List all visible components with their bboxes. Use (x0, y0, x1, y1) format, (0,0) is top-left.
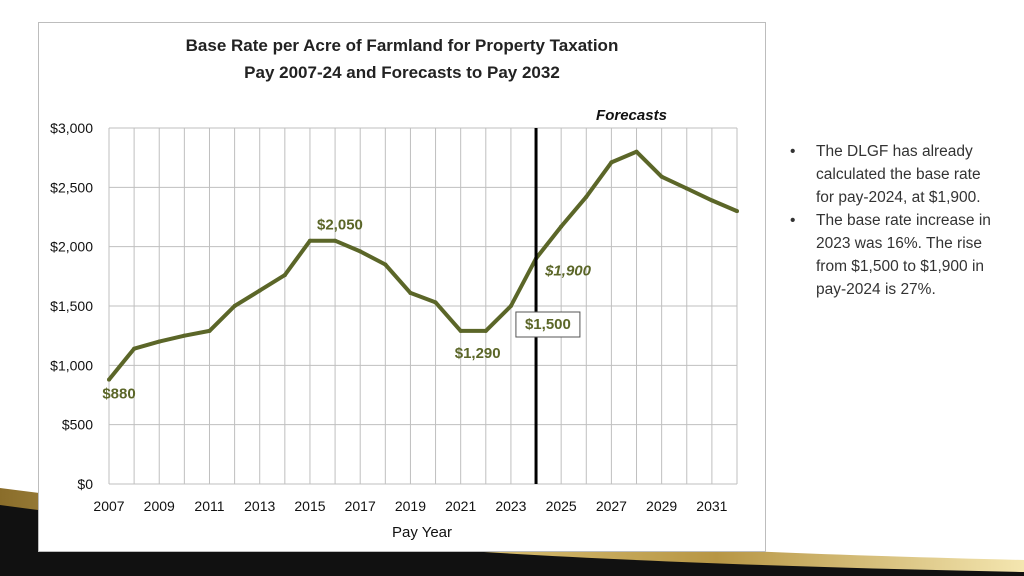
series-line (109, 152, 737, 380)
y-tick-label: $2,000 (50, 238, 93, 255)
data-point (584, 195, 588, 199)
chart-subtitle: Pay 2007-24 and Forecasts to Pay 2032 (244, 63, 560, 82)
data-point (233, 304, 237, 308)
data-point (509, 304, 513, 308)
note-item (790, 140, 1000, 209)
x-tick-label: 2015 (294, 498, 326, 514)
gridlines (109, 128, 737, 484)
data-point (685, 187, 689, 191)
data-point (383, 262, 387, 266)
data-label: $1,500 (524, 316, 571, 333)
data-point (660, 175, 664, 179)
note-text: The base rate increase in 2023 was 16%. The rise from $1,500 to $1,900 in pay-2024 is 27%. (816, 212, 991, 298)
data-point (635, 150, 639, 154)
data-label: $1,290 (454, 344, 501, 362)
chart-title: Base Rate per Acre of Farmland for Property Taxation (185, 36, 619, 55)
data-label: $2,050 (317, 216, 363, 234)
data-point (710, 198, 714, 202)
data-points (107, 150, 739, 382)
data-point (408, 291, 412, 295)
y-tick-label: $2,500 (50, 179, 93, 196)
data-point (258, 289, 262, 293)
x-tick-label: 2031 (696, 498, 728, 514)
y-tick-label: $3,000 (50, 120, 93, 136)
x-tick-label: 2021 (445, 498, 477, 514)
x-tick-label: 2027 (595, 498, 627, 514)
data-point (308, 239, 312, 243)
x-axis-title: Pay Year (391, 524, 453, 541)
data-point (132, 347, 136, 351)
data-label: $1,900 (545, 262, 591, 280)
data-point (434, 300, 438, 304)
y-tick-label: $1,500 (50, 298, 93, 314)
data-point (609, 160, 613, 164)
data-point (735, 209, 739, 213)
data-point (459, 329, 463, 333)
data-point (157, 340, 161, 344)
data-point (283, 273, 287, 277)
data-point (333, 239, 337, 243)
bullet-icon: • (790, 212, 796, 229)
data-point (484, 329, 488, 333)
x-tick-label: 2017 (344, 498, 376, 514)
y-tick-label: $0 (77, 476, 93, 492)
data-point (207, 329, 211, 333)
notes-list (790, 140, 1000, 301)
x-tick-label: 2029 (646, 498, 678, 514)
x-axis-ticks (93, 498, 727, 514)
data-point (107, 378, 111, 382)
bullet-icon: • (790, 143, 796, 160)
x-tick-label: 2011 (194, 498, 225, 514)
y-axis-ticks (50, 120, 93, 492)
data-point (559, 224, 563, 228)
x-tick-label: 2009 (143, 498, 175, 514)
note-item (790, 209, 1000, 301)
x-tick-label: 2025 (545, 498, 577, 514)
x-tick-label: 2019 (394, 498, 427, 514)
x-tick-label: 2013 (244, 498, 276, 514)
x-tick-label: 2007 (93, 498, 125, 514)
note-text: The DLGF has already calculated the base rate for pay-2024, at $1,900. (816, 143, 981, 206)
data-label: $880 (102, 385, 136, 403)
x-tick-label: 2023 (495, 498, 527, 514)
y-tick-label: $500 (61, 416, 93, 433)
data-point (358, 249, 362, 253)
forecast-label: Forecasts (596, 107, 667, 124)
data-point (182, 334, 186, 338)
y-tick-label: $1,000 (50, 357, 93, 374)
